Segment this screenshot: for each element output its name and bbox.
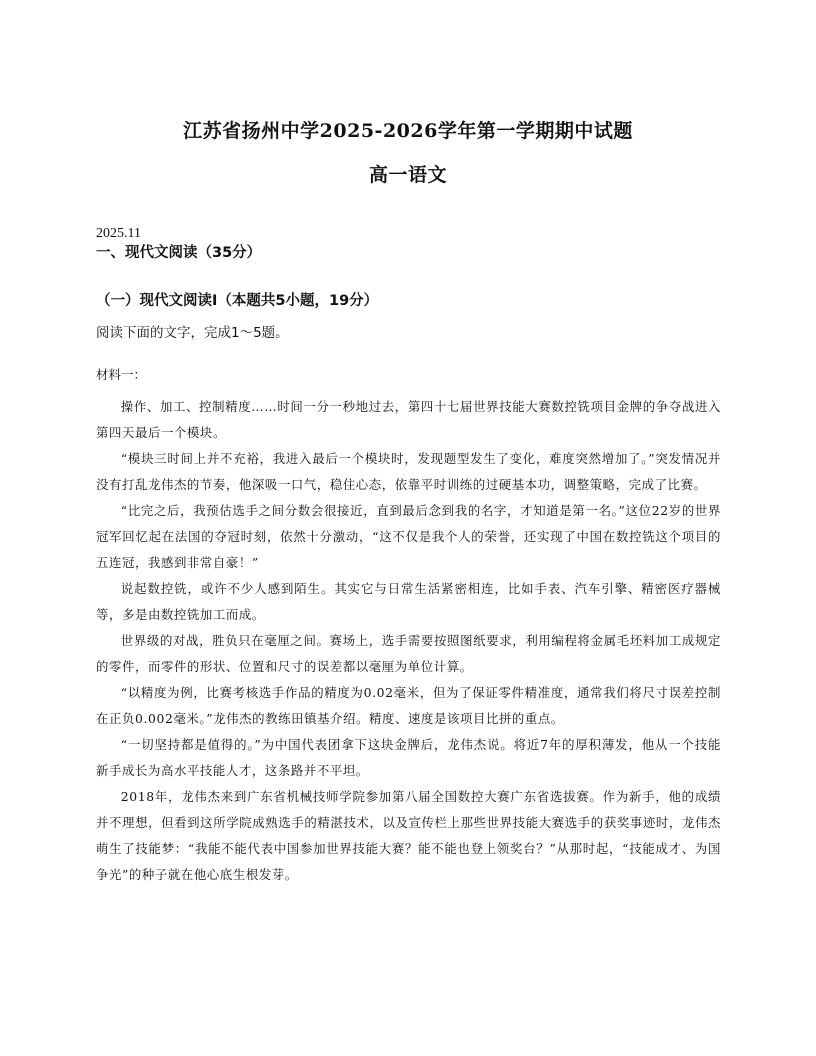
reading-instruction: 阅读下面的文字，完成1～5题。 [96, 325, 289, 341]
paragraph: “以精度为例，比赛考核选手作品的精度为0.02毫米，但为了保证零件精准度，通常我们将尺寸误差控制在正负0.002毫米。”龙伟杰的教练田镇基介绍。精度、速度是该项目比拼的重点。 [96, 685, 721, 726]
paragraph: 说起数控铣，或许不少人感到陌生。其实它与日常生活紧密相连，比如手表、汽车引擎、精密医疗器械等，多是由数控铣加工而成。 [96, 581, 721, 622]
material-label: 材料一： [96, 367, 147, 382]
exam-title: 江苏省扬州中学2025-2026学年第一学期期中试题 [183, 120, 633, 142]
paragraph: “一切坚持都是值得的。”为中国代表团拿下这块金牌后，龙伟杰说。将近7年的厚积薄发，他从一个技能新手成长为高水平技能人才，这条路并不平坦。 [96, 737, 721, 778]
paragraph: “比完之后，我预估选手之间分数会很接近，直到最后念到我的名字，才知道是第一名。”这位22岁的世界冠军回忆起在法国的夺冠时刻，依然十分激动，“这不仅是我个人的荣誉，还实现了中国在数控铣这个项目的五连冠，我感到非常自豪！” [96, 503, 721, 570]
paragraph: “模块三时间上并不充裕，我进入最后一个模块时，发现题型发生了变化，难度突然增加了。”突发情况并没有打乱龙伟杰的节奏，他深吸一口气，稳住心态，依靠平时训练的过硬基本功，调整策略，完成了比赛。 [96, 451, 721, 492]
paragraph: 世界级的对战，胜负只在毫厘之间。赛场上，选手需要按照图纸要求，利用编程将金属毛坯料加工成规定的零件，而零件的形状、位置和尺寸的误差都以毫厘为单位计算。 [96, 633, 721, 674]
exam-date: 2025.11 [96, 226, 141, 241]
paragraph: 操作、加工、控制精度……时间一分一秒地过去，第四十七届世界技能大赛数控铣项目金牌的争夺战进入第四天最后一个模块。 [96, 399, 721, 440]
paragraph: 2018年，龙伟杰来到广东省机械技师学院参加第八届全国数控大赛广东省选拔赛。作为新手，他的成绩并不理想，但看到这所学院成熟选手的精湛技术，以及宣传栏上那些世界技能大赛选手的获奖事迹时，龙伟杰萌生了技能梦：“我能不能代表中国参加世界技能大赛？能不能也登上领奖台？”从那时起，“技能成才、为国争光”的种子就在他心底生根发芽。 [96, 789, 721, 882]
exam-subject: 高一语文 [368, 164, 447, 186]
subsection-heading: （一）现代文阅读Ⅰ（本题共5小题，19分） [96, 293, 379, 309]
section-heading: 一、现代文阅读（35分） [96, 245, 262, 261]
material-body [96, 394, 721, 888]
